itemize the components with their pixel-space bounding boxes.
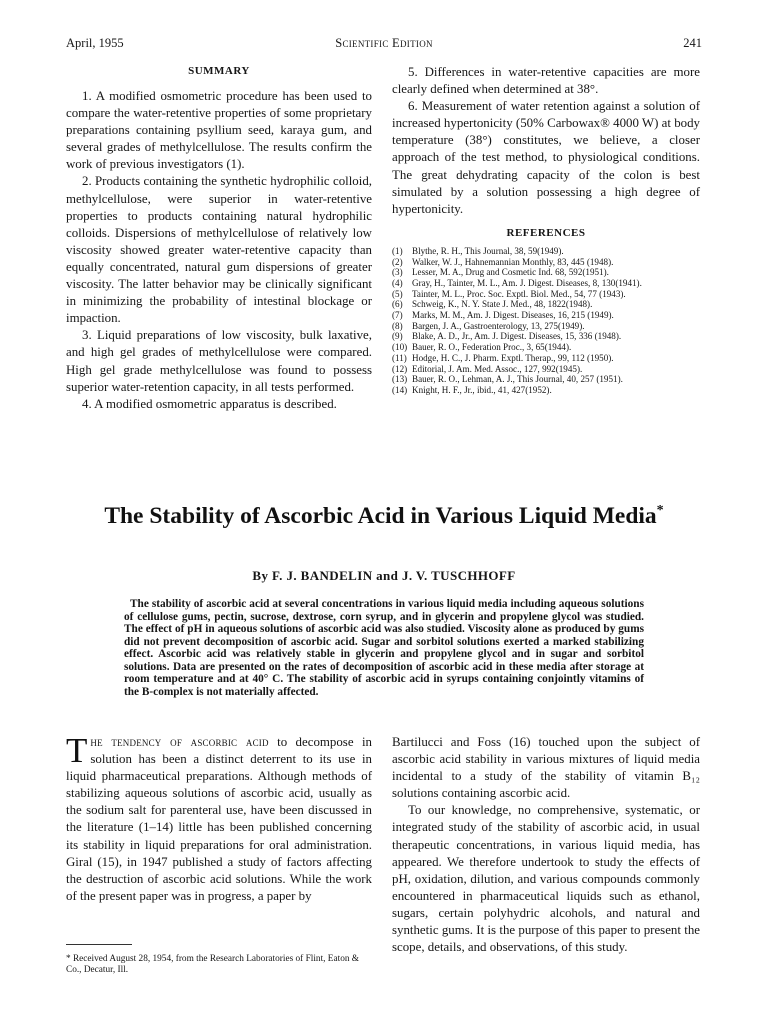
- reference-item: [392, 331, 700, 342]
- reference-text: Schweig, K., N. Y. State J. Med., 48, 1822(1948).: [412, 299, 593, 310]
- body-column-right: [392, 734, 700, 956]
- footnote-divider: [66, 944, 132, 945]
- reference-number: (7): [392, 310, 403, 321]
- reference-item: [392, 310, 700, 321]
- reference-item: [392, 342, 700, 353]
- reference-number: (5): [392, 288, 403, 299]
- reference-number: (3): [392, 267, 403, 278]
- reference-item: [392, 364, 700, 375]
- reference-item: [392, 321, 700, 332]
- reference-item: [392, 374, 700, 385]
- body-paragraph-1-continued: Bartilucci and Foss (16) touched upon the subject of ascorbic acid stability in various mixtures of liquid media incidental to a study of the stability of vitamin B₁₂ solutions containing ascorbic acid.: [392, 735, 700, 801]
- header-page-number: 241: [683, 36, 702, 50]
- reference-number: (6): [392, 299, 403, 310]
- reference-text: Bargen, J. A., Gastroenterology, 13, 275(1949).: [412, 320, 585, 331]
- reference-text: Editorial, J. Am. Med. Assoc., 127, 992(1945).: [412, 363, 583, 374]
- references-list: [392, 246, 700, 396]
- reference-item: [392, 353, 700, 364]
- summary-item-3: 3. Liquid preparations of low viscosity, bulk laxative, and high gel grades of methylcellulose were compared. High gel grade methylcellulose was found to possess superior water-retention capacity, in all tests performed.: [66, 328, 372, 394]
- summary-heading: SUMMARY: [188, 65, 250, 77]
- body-lead-small-caps: he tendency of ascorbic acid: [90, 735, 269, 749]
- reference-number: (4): [392, 277, 403, 288]
- reference-text: Tainter, M. L., Proc. Soc. Exptl. Biol. Med., 54, 77 (1943).: [412, 288, 626, 299]
- reference-text: Hodge, H. C., J. Pharm. Exptl. Therap., 99, 112 (1950).: [412, 352, 614, 363]
- reference-number: (11): [392, 352, 407, 363]
- article-byline: By F. J. BANDELIN and J. V. TUSCHHOFF: [252, 568, 516, 583]
- reference-text: Blake, A. D., Jr., Am. J. Digest. Diseases, 15, 336 (1948).: [412, 331, 622, 342]
- body-paragraph-1: [66, 731, 372, 905]
- reference-item: [392, 385, 700, 396]
- reference-text: Marks, M. M., Am. J. Digest. Diseases, 16, 215 (1949).: [412, 310, 614, 321]
- summary-column-left: [66, 64, 372, 413]
- header-date: April, 1955: [66, 36, 124, 50]
- running-header: [66, 36, 702, 54]
- summary-item-5: 5. Differences in water-retentive capacities are more clearly defined when determined at 38°.: [392, 65, 700, 97]
- title-footnote-mark: *: [656, 503, 664, 518]
- article-title: [60, 496, 708, 531]
- header-journal-name: Scientific Edition: [335, 36, 433, 50]
- reference-number: (2): [392, 256, 403, 267]
- reference-text: Lesser, M. A., Drug and Cosmetic Ind. 68, 592(1951).: [412, 267, 609, 278]
- reference-number: (13): [392, 374, 408, 385]
- body-paragraph-1-text: to decompose in solution has been a distinct deterrent to its use in liquid pharmaceutical preparations. Although methods of stabilizing aqueous solutions of ascorbic acid, usually as the sodium salt for parenteral use, have been discussed in the literature (1–14) little has been published concerning its stability in liquid preparations for oral administration. Giral (15), in 1947 published a study of factors affecting the destruction of ascorbic acid solutions. While the work of the present paper was in progress, a paper by: [66, 735, 372, 903]
- drop-cap: T: [66, 731, 88, 770]
- summary-item-2: 2. Products containing the synthetic hydrophilic colloid, methylcellulose, were superior in water-retentive properties to products containing natural hydrophilic colloids. Dispersions of methylcellulose of relatively low viscosity showed greater water-retentive capacity than equally concentrated, natural gum dispersions of greater viscosity. The latter behavior may be clinically significant in minimizing the probability of intestinal blockage or impaction.: [66, 174, 372, 326]
- summary-item-6: 6. Measurement of water retention against a solution of increased hypertonicity (50% Carbowax® 4000 W) at body temperature (38°) constitutes, we believe, a closer approach of the test method, to physiological conditions. The great dehydrating capacity of the colon is best simulated by a solution possessing a high degree of hypertonicity.: [392, 99, 700, 216]
- reference-item: [392, 246, 700, 257]
- reference-number: (9): [392, 331, 403, 342]
- reference-text: Walker, W. J., Hahnemannian Monthly, 83, 445 (1948).: [412, 256, 614, 267]
- body-paragraph-2: To our knowledge, no comprehensive, systematic, or integrated study of the stability of ascorbic acid, in usual therapeutic concentrations, in various liquid media, has appeared. We therefore undertook to study the effects of pH, oxidation, dilution, and various compounds commonly encountered in pharmaceutical liquids such as ethanol, sugars, certain polyhydric alcohols, and natural and synthetic gums. It is the purpose of this paper to present the scope, details, and observations, of this study.: [392, 803, 700, 955]
- summary-item-4: 4. A modified osmometric apparatus is described.: [82, 396, 337, 411]
- received-footnote: * Received August 28, 1954, from the Research Laboratories of Flint, Eaton & Co., Decatur, Ill.: [66, 954, 360, 975]
- references-heading: REFERENCES: [506, 226, 586, 239]
- reference-item: [392, 267, 700, 278]
- reference-item: [392, 278, 700, 289]
- reference-text: Blythe, R. H., This Journal, 38, 59(1949).: [412, 245, 564, 256]
- reference-text: Gray, H., Tainter, M. L., Am. J. Digest. Diseases, 8, 130(1941).: [412, 277, 642, 288]
- reference-text: Bauer, R. O., Lehman, A. J., This Journal, 40, 257 (1951).: [412, 374, 623, 385]
- reference-number: (12): [392, 363, 408, 374]
- reference-number: (10): [392, 342, 408, 353]
- reference-item: [392, 299, 700, 310]
- body-column-left: [66, 731, 372, 905]
- reference-number: (8): [392, 320, 403, 331]
- reference-number: (14): [392, 384, 408, 395]
- reference-item: [392, 257, 700, 268]
- summary-item-1: 1. A modified osmometric procedure has been used to compare the water-retentive properties of some proprietary preparations containing psyllium seed, karaya gum, and several grades of methylcellulose. The results confirm the work of previous investigators (1).: [66, 89, 372, 172]
- reference-text: Bauer, R. O., Federation Proc., 3, 65(1944).: [412, 342, 572, 353]
- reference-text: Knight, H. F., Jr., ibid., 41, 427(1952).: [412, 384, 552, 395]
- reference-item: [392, 289, 700, 300]
- article-abstract: The stability of ascorbic acid at several concentrations in various liquid media including aqueous solutions of cellulose gums, pectin, sucrose, dextrose, corn syrup, and in glycerin and propylene glycol was studied. The effect of pH in aqueous solutions of ascorbic acid was also studied. Viscosity alone as produced by gums did not prevent decomposition of ascorbic acid. Sugar and sorbitol solutions exerted a marked stabilizing effect. Ascorbic acid was relatively stable in glycerin and propylene glycol and in sugar and sorbitol solutions. Data are presented on the rates of decomposition of ascorbic acid in these media after storage at room temperature and at 40° C. The stability of ascorbic acid in syrups containing conjointly vitamins of the B-complex is not materially affected.: [124, 598, 644, 698]
- article-title-text: The Stability of Ascorbic Acid in Various Liquid Media: [104, 502, 657, 529]
- reference-number: (1): [392, 245, 403, 256]
- summary-column-right: [392, 64, 700, 396]
